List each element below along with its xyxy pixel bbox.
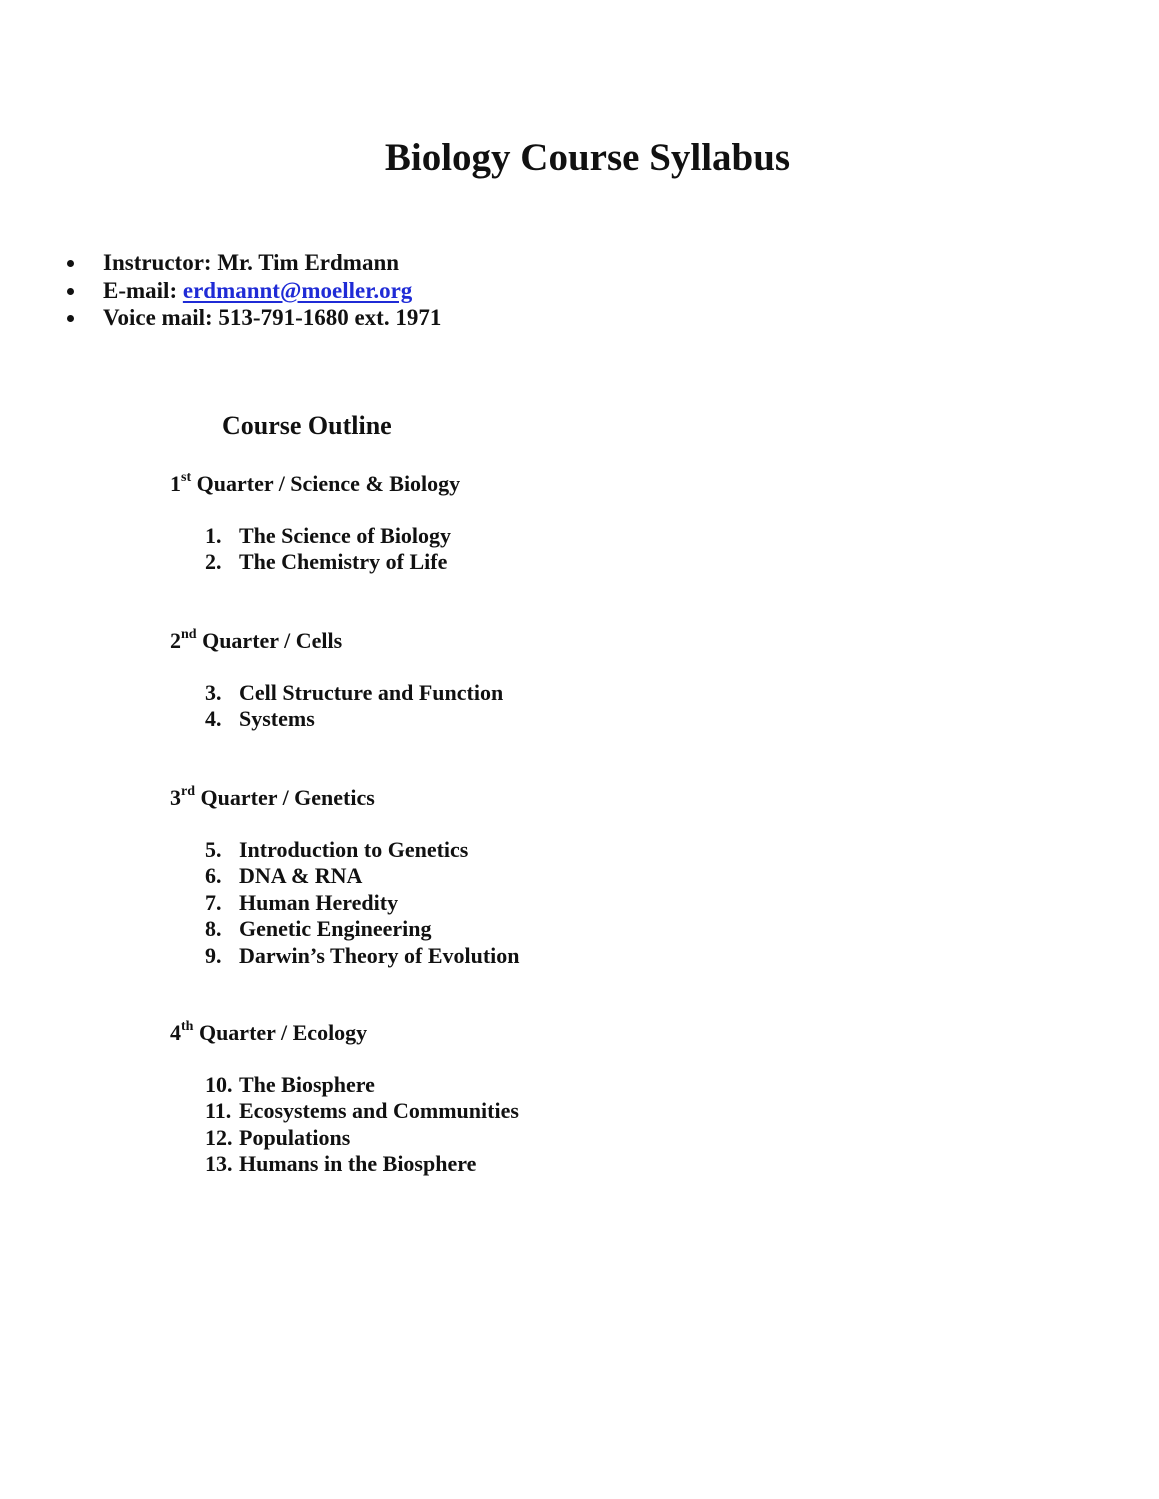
email-item xyxy=(67,277,441,305)
topic-item: 10. The Biosphere xyxy=(205,1072,375,1097)
voicemail-number: 513-791-1680 ext. 1971 xyxy=(218,305,442,330)
quarter-4-section xyxy=(170,1019,519,1178)
quarter-4-topics xyxy=(205,1072,519,1178)
bullet-icon xyxy=(67,315,74,322)
quarter-2-topics xyxy=(205,680,503,733)
instructor-name: Mr. Tim Erdmann xyxy=(217,250,400,275)
course-outline-heading: Course Outline xyxy=(222,411,392,440)
topic-item: 6. DNA & RNA xyxy=(205,863,363,889)
topic-item: 8. Genetic Engineering xyxy=(205,916,432,942)
topic-item: 5. Introduction to Genetics xyxy=(205,837,469,862)
quarter-3-section xyxy=(170,784,520,969)
topic-item: 2. The Chemistry of Life xyxy=(205,549,448,575)
topic-item: 11. Ecosystems and Communities xyxy=(205,1098,519,1124)
bullet-icon xyxy=(67,260,74,267)
instructor-item xyxy=(67,249,441,277)
quarter-2-title: 2nd Quarter / Cells xyxy=(170,626,343,653)
topic-item: 9. Darwin’s Theory of Evolution xyxy=(205,942,520,968)
voicemail-item xyxy=(67,304,441,332)
email-label: E-mail: xyxy=(103,277,178,303)
topic-item: 13. Humans in the Biosphere xyxy=(205,1151,477,1177)
quarter-3-title: 3rd Quarter / Genetics xyxy=(170,783,375,810)
instructor-label: Instructor: xyxy=(103,250,212,275)
topic-item: 1. The Science of Biology xyxy=(205,523,452,548)
quarter-4-title: 4th Quarter / Ecology xyxy=(170,1018,368,1045)
quarter-1-topics xyxy=(205,523,460,576)
topic-item: 3. Cell Structure and Function xyxy=(205,680,504,705)
quarter-3-topics xyxy=(205,837,520,969)
quarter-1-title: 1st Quarter / Science & Biology xyxy=(170,469,461,496)
topic-item: 12. Populations xyxy=(205,1124,351,1150)
quarter-1-section xyxy=(170,470,460,576)
bullet-icon xyxy=(67,288,74,295)
page-title: Biology Course Syllabus xyxy=(384,136,791,179)
contact-info-list xyxy=(67,249,441,332)
quarter-2-section xyxy=(170,627,503,733)
topic-item: 7. Human Heredity xyxy=(205,889,399,915)
topic-item: 4. Systems xyxy=(205,706,315,732)
email-link[interactable]: erdmannt@moeller.org xyxy=(182,277,413,303)
voicemail-label: Voice mail: xyxy=(103,305,213,330)
